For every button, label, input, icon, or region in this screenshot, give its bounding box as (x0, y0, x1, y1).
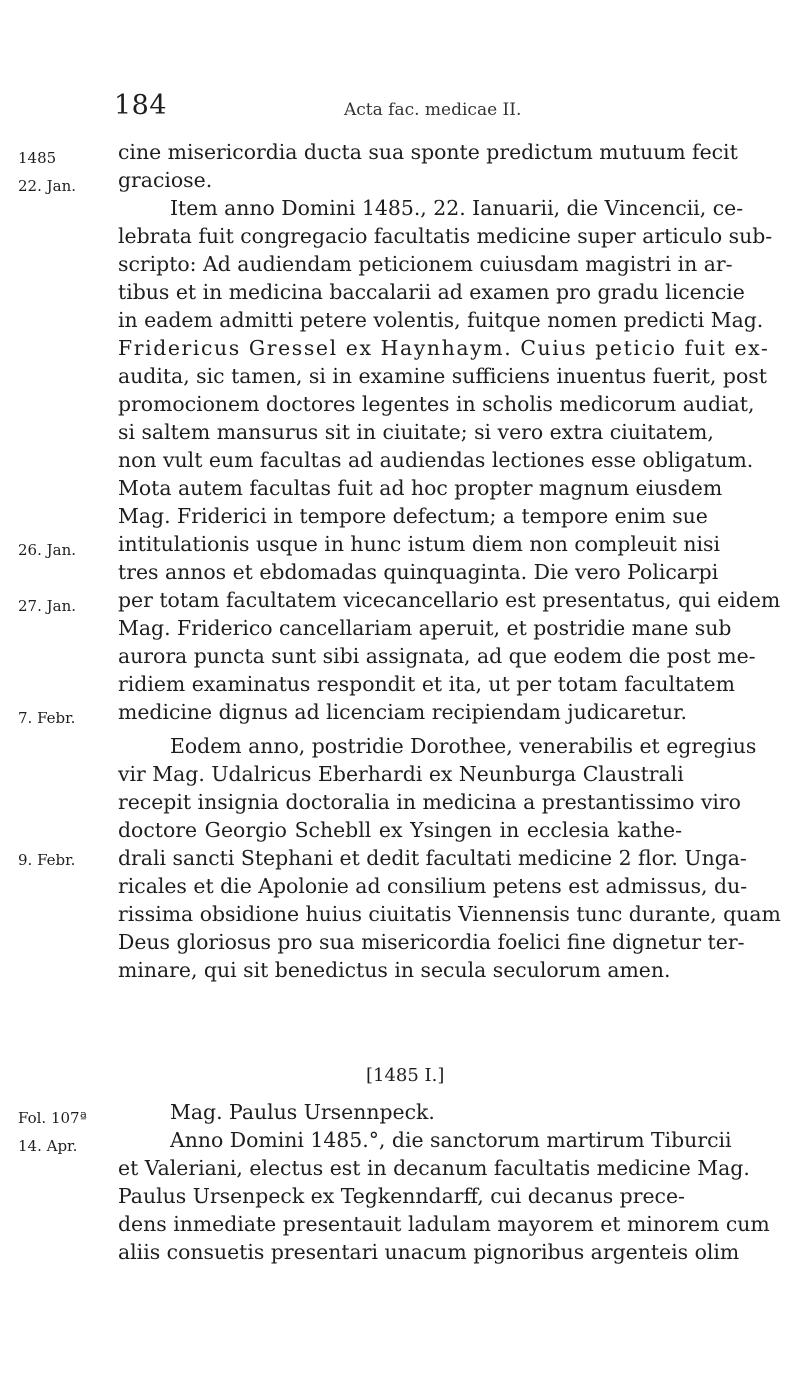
text-line: Mag. Friderici in tempore defectum; a tempore enim sue (118, 504, 708, 528)
text-line: doctore Georgio Schebll ex Ysingen in ecclesia kathe- (118, 818, 682, 842)
text-line: et Valeriani, electus est in decanum facultatis medicine Mag. (118, 1156, 750, 1180)
text-line: Paulus Ursenpeck ex Tegkenndarff, cui decanus prece- (118, 1184, 685, 1208)
text-line: Deus gloriosus pro sua misericordia foelici fine dignetur ter- (118, 930, 745, 954)
running-title: Acta fac. medicae II. (344, 100, 522, 120)
text-line: medicine dignus ad licenciam recipiendam judicaretur. (118, 700, 687, 724)
text-line: Item anno Domini 1485., 22. Ianuarii, die Vincencii, ce- (170, 196, 744, 220)
margin-note-date: 22. Jan. (18, 177, 77, 195)
margin-note-date: 9. Febr. (18, 851, 76, 869)
text-line: non vult eum facultas ad audiendas lectiones esse obligatum. (118, 448, 754, 472)
text-line: scripto: Ad audiendam peticionem cuiusdam magistri in ar- (118, 252, 733, 276)
text-line: ricales et die Apolonie ad consilium petens est admissus, du- (118, 874, 748, 898)
text-line: lebrata fuit congregacio facultatis medicine super articulo sub- (118, 224, 773, 248)
section-heading: [1485 I.] (366, 1065, 445, 1086)
margin-note-date: 26. Jan. (18, 541, 77, 559)
margin-note-date: 7. Febr. (18, 709, 76, 727)
text-line: drali sancti Stephani et dedit facultati medicine 2 flor. Unga- (118, 846, 747, 870)
text-line: in eadem admitti petere volentis, fuitque nomen predicti Mag. (118, 308, 764, 332)
text-line: dens inmediate presentauit ladulam mayorem et minorem cum (118, 1212, 770, 1236)
section-title: Mag. Paulus Ursennpeck. (170, 1100, 435, 1124)
text-line: Eodem anno, postridie Dorothee, venerabilis et egregius (170, 734, 757, 758)
margin-note-date: 27. Jan. (18, 597, 77, 615)
text-line: ridiem examinatus respondit et ita, ut per totam facultatem (118, 672, 735, 696)
text-line: si saltem mansurus sit in ciuitate; si vero extra ciuitatem, (118, 420, 714, 444)
margin-note-folio: Fol. 107ª (18, 1109, 87, 1127)
text-line: Mag. Friderico cancellariam aperuit, et postridie mane sub (118, 616, 732, 640)
text-line: Mota autem facultas fuit ad hoc propter magnum eiusdem (118, 476, 723, 500)
text-line: aliis consuetis presentari unacum pignoribus argenteis olim (118, 1240, 740, 1264)
text-line: promocionem doctores legentes in scholis medicorum audiat, (118, 392, 755, 416)
text-line: tibus et in medicina baccalarii ad examen pro gradu licencie (118, 280, 745, 304)
text-line: audita, sic tamen, si in examine sufficiens inuentus fuerit, post (118, 364, 767, 388)
margin-note-year: 1485 (18, 149, 57, 167)
text-line: intitulationis usque in hunc istum diem non compleuit nisi (118, 532, 720, 556)
text-line: vir Mag. Udalricus Eberhardi ex Neunburga Claustrali (118, 762, 684, 786)
text-line: recepit insignia doctoralia in medicina a prestantissimo viro (118, 790, 741, 814)
text-line: aurora puncta sunt sibi assignata, ad que eodem die post me- (118, 644, 756, 668)
text-line: per totam facultatem vicecancellario est presentatus, qui eidem (118, 588, 781, 612)
text-line: Fridericus Gressel ex Haynhaym. Cuius peticio fuit ex- (118, 336, 770, 360)
text-line: tres annos et ebdomadas quinquaginta. Die vero Policarpi (118, 560, 719, 584)
text-line: graciose. (118, 168, 213, 192)
text-line: rissima obsidione huius ciuitatis Viennensis tunc durante, quam (118, 902, 781, 926)
page-header (0, 86, 800, 126)
page-number: 184 (114, 90, 168, 121)
text-line: Anno Domini 1485.°, die sanctorum martirum Tiburcii (170, 1128, 732, 1152)
margin-note-date: 14. Apr. (18, 1137, 78, 1155)
text-line: minare, qui sit benedictus in secula seculorum amen. (118, 958, 671, 982)
text-line: cine misericordia ducta sua sponte predictum mutuum fecit (118, 140, 738, 164)
